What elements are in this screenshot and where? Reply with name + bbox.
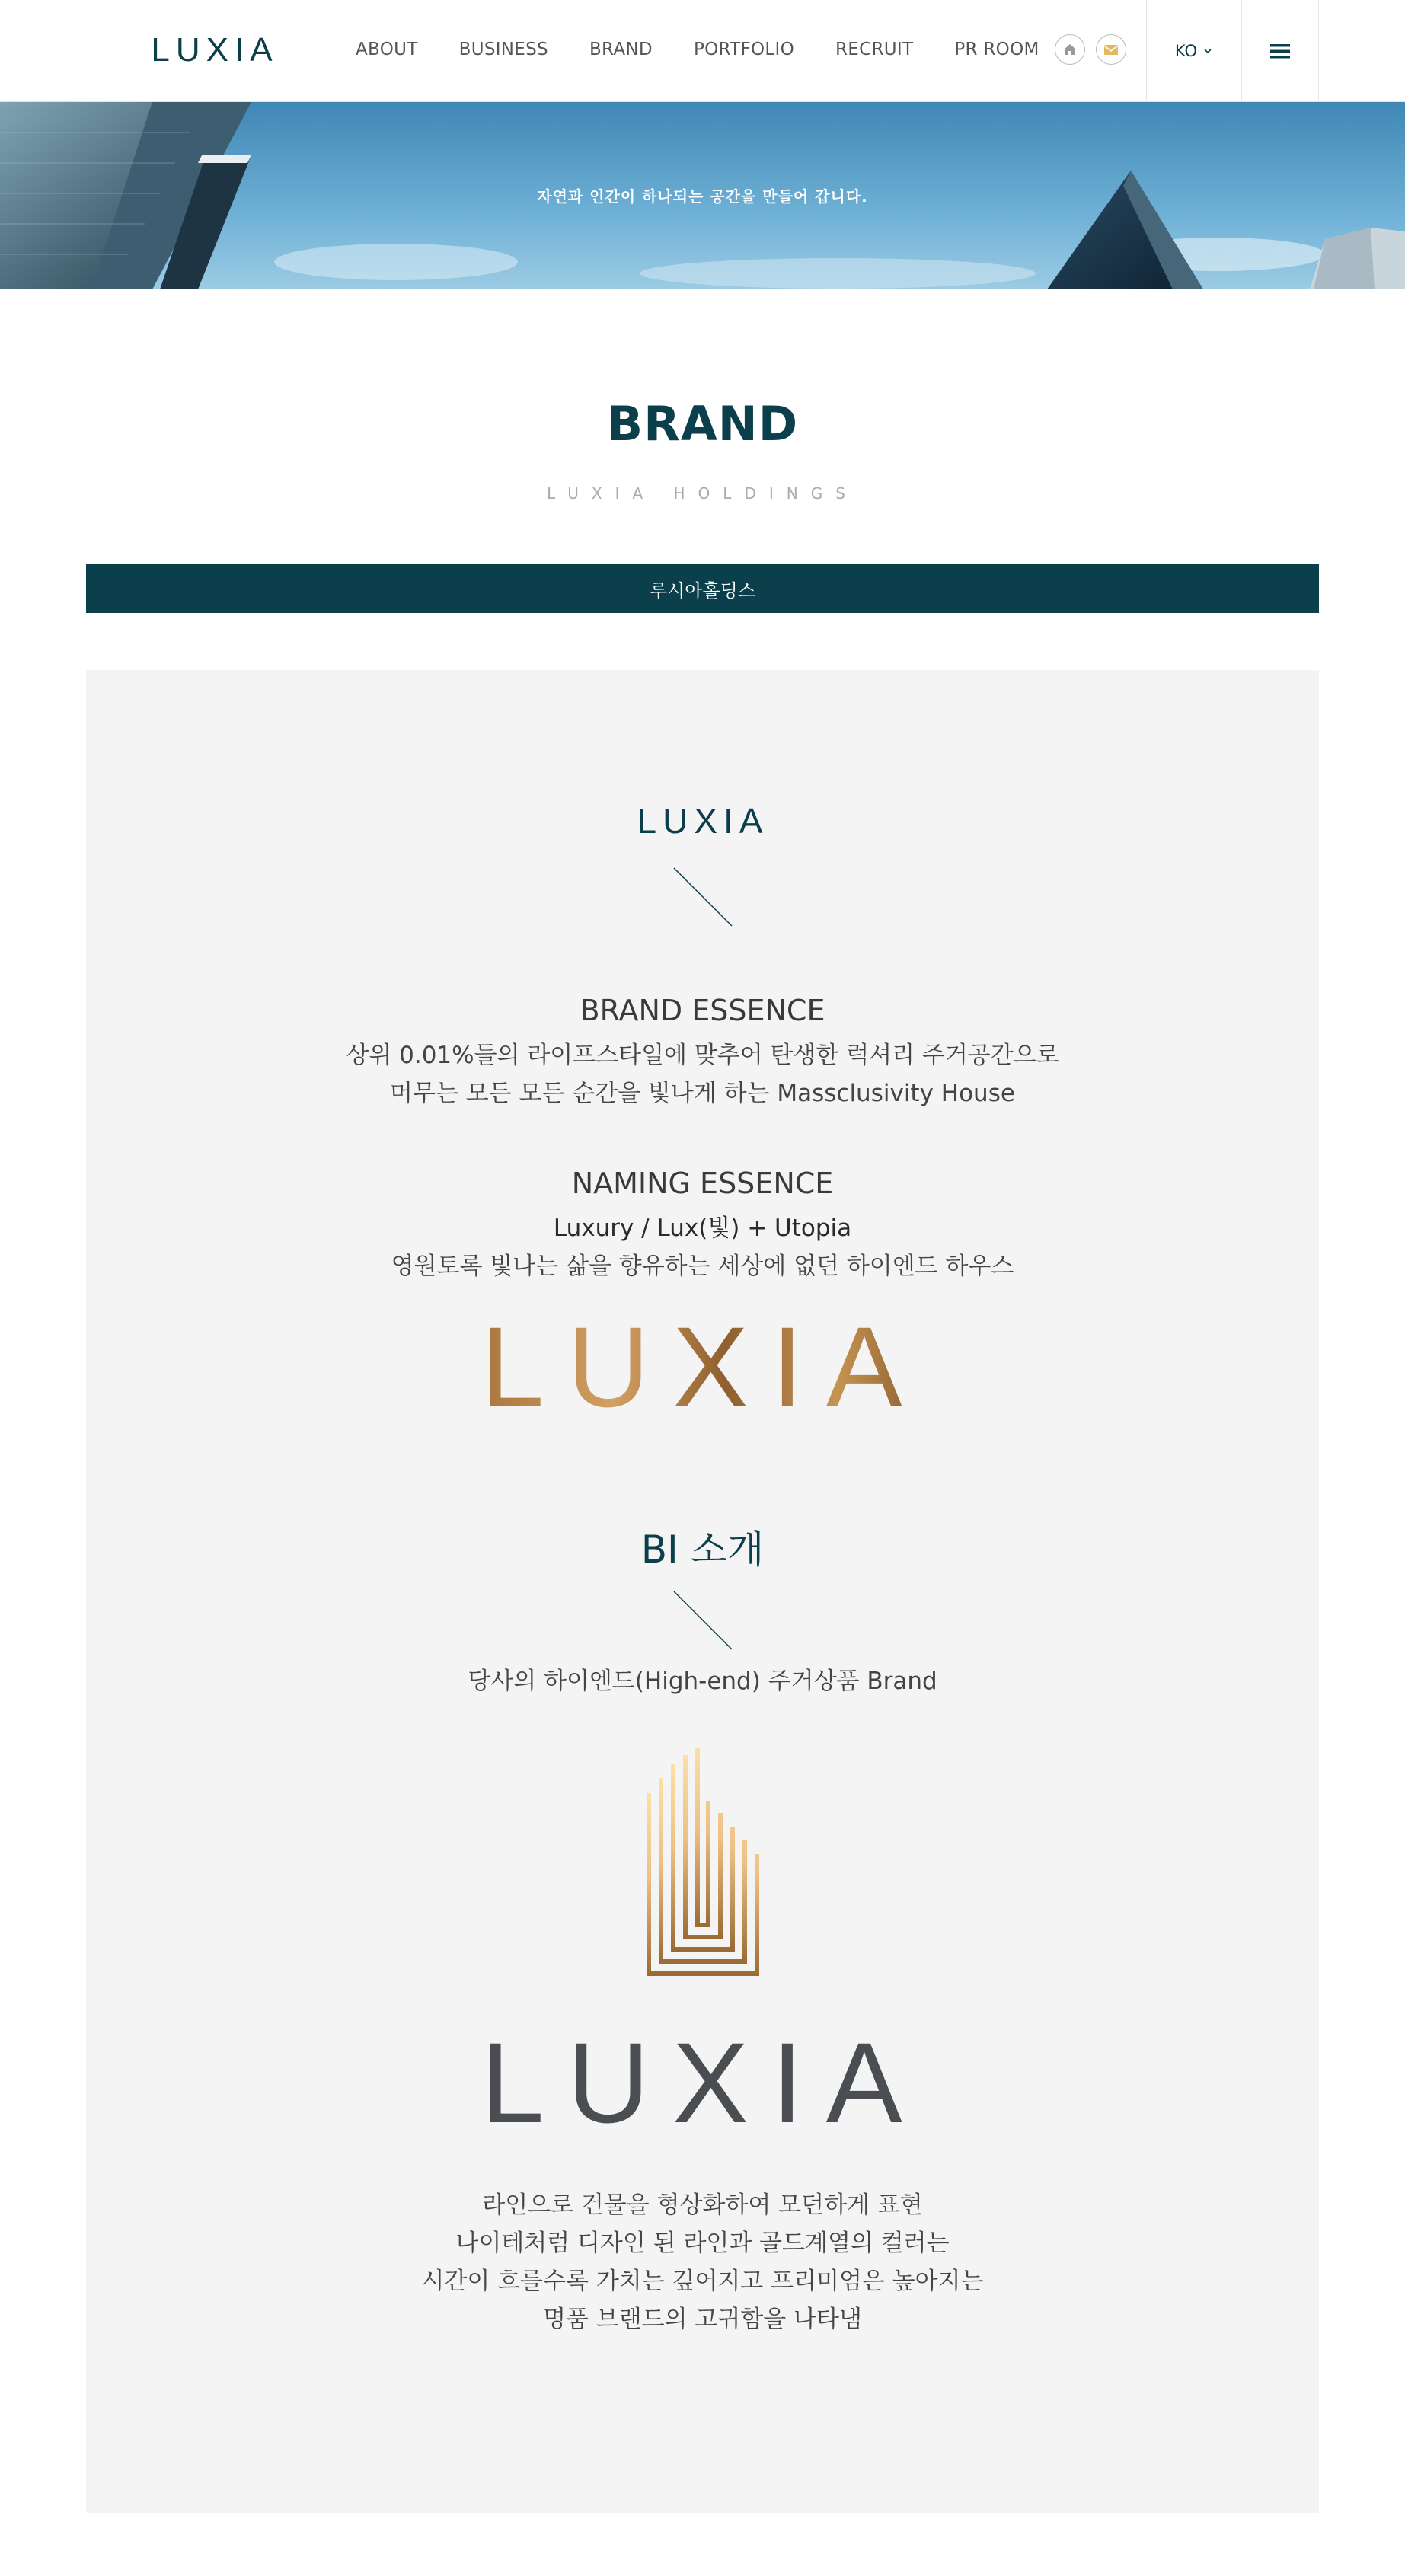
brand-content-panel: [86, 670, 1319, 2513]
menu-button[interactable]: [1241, 0, 1318, 102]
naming-essence-title: NAMING ESSENCE: [571, 1167, 834, 1200]
brand-essence-title: BRAND ESSENCE: [580, 994, 825, 1027]
brand-essence-line-2: 머무는 모든 모든 순간을 빛나게 하는 Massclusivity House: [390, 1080, 1015, 1107]
tab-luxia-holdings[interactable]: 루시아홀딩스: [649, 579, 756, 602]
diagonal-divider: [86, 1590, 1319, 1651]
svg-text:LUXIA: LUXIA: [480, 1314, 925, 1420]
sub-tab-bar: [86, 564, 1319, 613]
bi-building-emblem: [86, 1748, 1319, 1980]
diagonal-divider: [86, 867, 1319, 927]
hero-tagline: 자연과 인간이 하나되는 공간을 만들어 갑니다.: [537, 187, 868, 206]
svg-text:LUXIA: LUXIA: [480, 2029, 925, 2136]
main-nav: [335, 0, 1060, 99]
nav-portfolio[interactable]: PORTFOLIO: [693, 40, 795, 59]
bi-description-line-1: 라인으로 건물을 형상화하여 모던하게 표현: [482, 2191, 923, 2219]
nav-recruit[interactable]: RECRUIT: [835, 40, 914, 59]
svg-text:LUXIA: LUXIA: [637, 801, 768, 841]
nav-business[interactable]: BUSINESS: [458, 40, 548, 59]
hamburger-icon: [1269, 42, 1291, 60]
hero-banner: [0, 102, 1405, 289]
home-icon: [1062, 42, 1078, 57]
page-title: BRAND: [606, 396, 799, 452]
home-button[interactable]: [1055, 34, 1085, 65]
bi-subtitle: 당사의 하이엔드(High-end) 주거상품 Brand: [468, 1668, 937, 1695]
svg-text:LUXIA: LUXIA: [151, 31, 279, 69]
luxia-gold-logo: [86, 1314, 1319, 1420]
bi-description-line-2: 나이테처럼 디자인 된 라인과 골드계열의 컬러는: [455, 2230, 950, 2257]
naming-essence-line: 영원토록 빛나는 삶을 향유하는 세상에 없던 하이엔드 하우스: [391, 1253, 1014, 1280]
nav-brand[interactable]: BRAND: [589, 40, 653, 59]
mail-button[interactable]: [1096, 34, 1126, 65]
language-select[interactable]: [1146, 0, 1241, 102]
bi-description-line-3: 시간이 흐를수록 가치는 깊어지고 프리미엄은 높아지는: [421, 2268, 984, 2295]
brand-essence-line-1: 상위 0.01%들의 라이프스타일에 맞추어 탄생한 럭셔리 주거공간으로: [346, 1042, 1059, 1069]
bi-description-line-4: 명품 브랜드의 고귀함을 나타냄: [543, 2306, 862, 2333]
page-subtitle: LUXIA HOLDINGS: [547, 484, 858, 503]
chevron-down-icon: [1203, 47, 1212, 55]
mail-icon: [1103, 42, 1119, 57]
luxia-gray-logo: [86, 2029, 1319, 2136]
language-label: KO: [1174, 42, 1198, 60]
naming-formula: Luxury / Lux(빛) + Utopia: [553, 1215, 852, 1242]
brand-small-logo: [86, 800, 1319, 842]
nav-pr-room[interactable]: PR ROOM: [954, 40, 1039, 59]
header-divider: [1318, 0, 1319, 102]
luxia-logo-header: [148, 29, 282, 69]
nav-about[interactable]: ABOUT: [356, 40, 418, 59]
bi-title: BI 소개: [640, 1527, 765, 1572]
site-logo[interactable]: [148, 29, 282, 69]
site-header: [0, 0, 1405, 102]
